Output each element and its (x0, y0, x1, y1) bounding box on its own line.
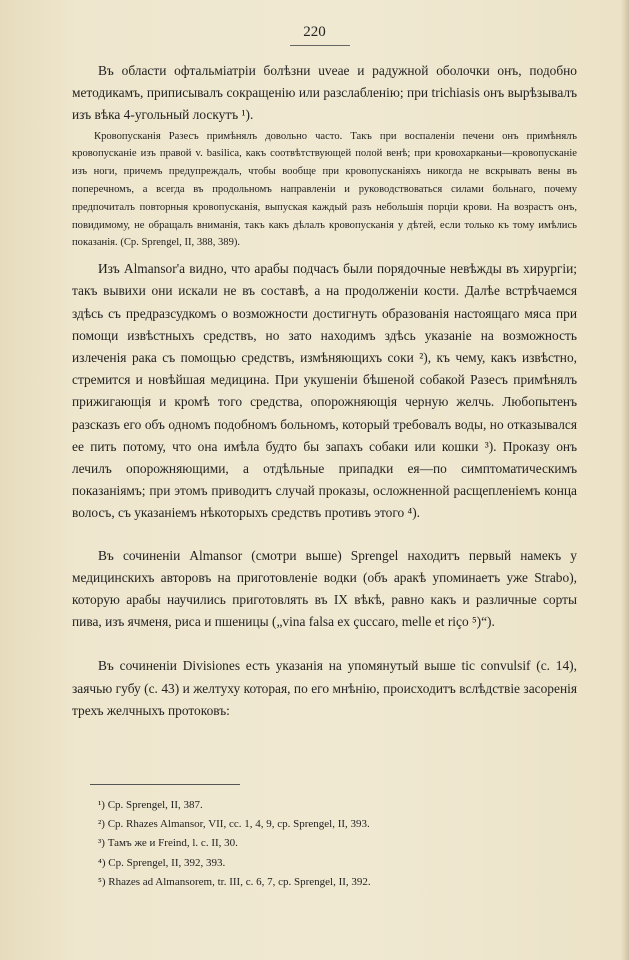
footnote-5: ⁵) Rhazes ad Almansorem, tr. III, c. 6, 7, ср. Sprengel, II, 392. (98, 875, 371, 888)
main-text (72, 60, 577, 722)
footnote-4: ⁴) Ср. Sprengel, II, 392, 393. (98, 856, 226, 869)
page-number: 220 (303, 24, 326, 40)
footnote-1: ¹) Ср. Sprengel, II, 387. (98, 799, 203, 811)
page-number-rule (290, 45, 350, 46)
footnote-2: ²) Ср. Rhazes Almansor, VII, cc. 1, 4, 9, ср. Sprengel, II, 393. (98, 818, 370, 831)
paragraph-almansor-surgery: Изъ Almansor'a видно, что арабы подчасъ были порядочные невѣжды въ хирургіи; такъ вывихи они искали не въ составѣ, а на продолженіи кости. Далѣе встрѣчаемся здѣсь съ предразсудкомъ о возможности достигнуть образованія настоящаго мяса при помощи извѣстныхъ средствъ, но зато находимъ здѣсь указаніе на возможность излеченія рака съ помощью средствъ, измѣняющихъ соки ²), къ чему, какъ извѣстно, стремится и новѣйшая медицина. При укушеніи бѣшеной собакой Разесъ примѣнялъ прижигающія и кромѣ того средства, опорожняющія черную желчь. Любопытенъ разсказъ его объ одномъ подобномъ больномъ, который требовалъ воды, но отказывался ее пить потому, что она имѣла будто бы запахъ собаки или кошки ³). Проказу онъ лечилъ опорожняющими, а отдѣльные припадки ея—по симптоматическимъ показаніямъ; при этомъ приводитъ случай проказы, осложненной расщепленіемъ конца волосъ, съ указаніемъ нѣкоторыхъ средствъ противъ этого ⁴). (72, 261, 577, 521)
paragraph-ophthalmology: Въ области офтальміатріи болѣзни uveae и радужной оболочки онъ, подобно методикамъ, приписывалъ сокращенію или разслабленію; при trichiasis онъ вырѣзывалъ изъ вѣка 4-угольный лоскутъ ¹). (72, 63, 577, 123)
paragraph-almansor-vodka: Въ сочиненіи Almansor (смотри выше) Sprengel находитъ первый намекъ у медицинскихъ авторовъ на приготовленіе водки (объ аракѣ упоминаетъ уже Strabo), которую арабы научились приготовлять въ IX вѣкѣ, равно какъ и различные сорты пива, изъ ячменя, риса и пшеницы („vina falsa ex çuccaro, melle et riço ⁵)“). (72, 547, 577, 630)
page-edge-shadow (621, 0, 629, 960)
footnotes (98, 796, 568, 892)
paragraph-bloodletting: Кровопусканія Разесъ примѣнялъ довольно часто. Такъ при воспаленіи печени онъ примѣнялъ кровопусканіе изъ правой v. basilica, какъ соотвѣтствующей полой венѣ; при кровохарканьи—кровопусканіе изъ ноги, причемъ предупреждалъ, чтобы вообще при кровопусканіяхъ никогда не вскрывать вены въ поперечномъ, а всегда въ продольномъ направленіи и руководствоваться силами больнаго, почему предпочиталъ повторныя кровопусканія, выпуская каждый разъ небольшія порціи крови. На возрастъ онъ, повидимому, не обращалъ вниманія, такъ какъ дѣлалъ кровопусканія у дѣтей, если только къ тому имѣлись показанія. (Ср. Sprengel, II, 388, 389). (72, 130, 577, 249)
footnote-3: ³) Тамъ же и Freind, l. c. II, 30. (98, 837, 238, 850)
paragraph-divisiones: Въ сочиненіи Divisiones есть указанія на упомянутый выше tic convulsif (с. 14), заячью губу (с. 43) и желтуху которая, по его мнѣнію, происходитъ вслѣдствіе засоренія трехъ желчныхъ протоковъ: (72, 658, 577, 718)
footnote-separator (90, 784, 240, 785)
